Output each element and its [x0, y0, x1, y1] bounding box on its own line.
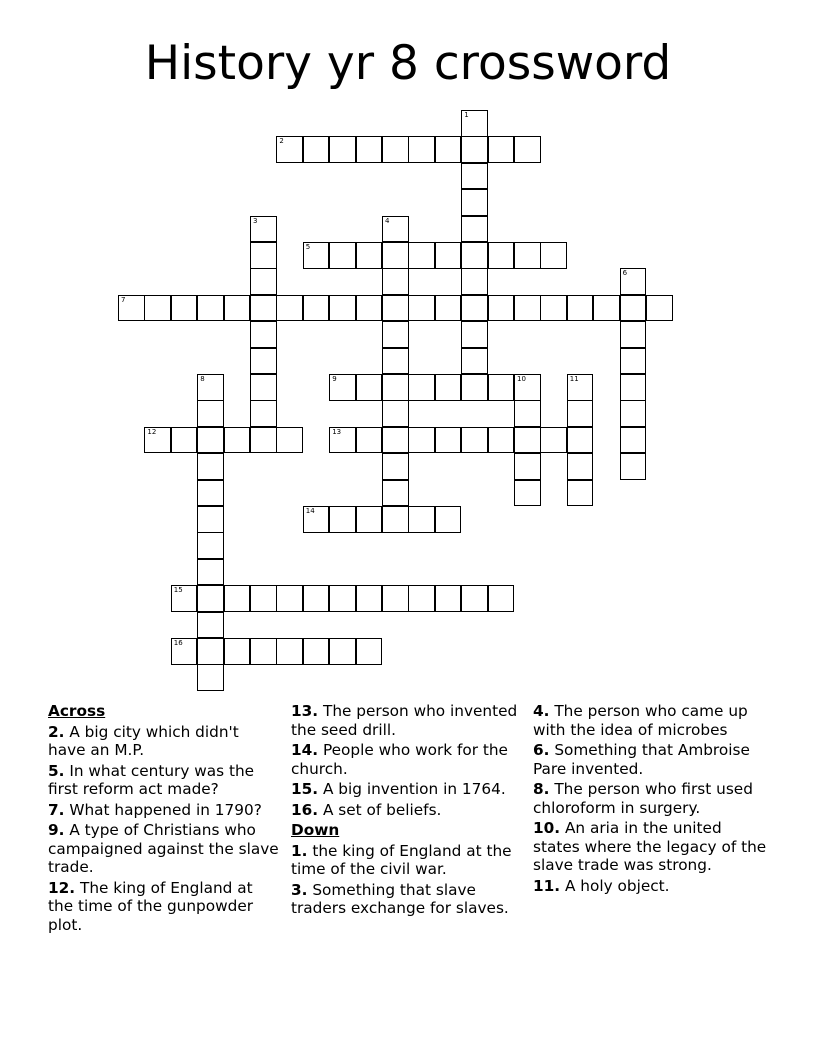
crossword-cell[interactable]	[224, 585, 251, 612]
clue-number: 14	[305, 507, 315, 515]
crossword-cell[interactable]	[303, 585, 330, 612]
crossword-cell[interactable]	[197, 295, 224, 322]
crossword-cell[interactable]	[250, 400, 277, 427]
crossword-cell[interactable]	[461, 585, 488, 612]
clue-number: 9	[332, 375, 337, 383]
clue-down-6: 6. Something that Ambroise Pare invented.	[533, 741, 750, 778]
crossword-cell[interactable]	[514, 374, 541, 401]
clue-down-1: 1. the king of England at the time of the civil war.	[291, 841, 512, 878]
crossword-cell[interactable]	[250, 427, 277, 454]
crossword-cell[interactable]	[171, 585, 198, 612]
crossword-cell[interactable]	[329, 374, 356, 401]
crossword-cell[interactable]	[303, 638, 330, 665]
crossword-cell[interactable]	[382, 400, 409, 427]
crossword-cell[interactable]	[567, 427, 594, 454]
clue-number: 1	[464, 111, 469, 119]
crossword-cell[interactable]	[382, 506, 409, 533]
crossword-cell[interactable]	[620, 348, 647, 375]
crossword-cell[interactable]	[382, 136, 409, 163]
clue-number: 13	[332, 427, 342, 436]
crossword-cell[interactable]	[488, 136, 515, 163]
crossword-cell[interactable]	[197, 559, 224, 586]
crossword-cell[interactable]	[620, 427, 647, 454]
crossword-cell[interactable]	[461, 348, 488, 375]
clue-number: 11	[569, 375, 579, 383]
crossword-cell[interactable]	[303, 295, 330, 322]
clue-number: 4	[385, 216, 390, 225]
crossword-cell[interactable]	[382, 321, 409, 348]
crossword-cell[interactable]	[408, 427, 435, 454]
clue-across-5: 5. In what century was the first reform act made?	[48, 761, 255, 798]
crossword-cell[interactable]	[276, 427, 303, 454]
crossword-cell[interactable]	[382, 268, 409, 295]
clue-number: 7	[121, 295, 126, 304]
down-heading: Down	[291, 821, 340, 839]
crossword-cell[interactable]	[382, 216, 409, 243]
crossword-cell[interactable]	[197, 480, 224, 507]
crossword-cell[interactable]	[540, 295, 567, 322]
crossword-cell[interactable]	[356, 242, 383, 269]
crossword-cell[interactable]	[356, 506, 383, 533]
crossword-cell[interactable]	[144, 295, 171, 322]
crossword-cell[interactable]	[276, 136, 303, 163]
crossword-cell[interactable]	[276, 638, 303, 665]
crossword-cell[interactable]	[461, 163, 488, 190]
crossword-cell[interactable]	[514, 453, 541, 480]
crossword-cell[interactable]	[514, 480, 541, 507]
crossword-cell[interactable]	[514, 136, 541, 163]
crossword-cell[interactable]	[224, 638, 251, 665]
crossword-cell[interactable]	[276, 295, 303, 322]
clue-across-13: 13. The person who invented the seed drill.	[291, 702, 518, 739]
crossword-cell[interactable]	[197, 427, 224, 454]
crossword-cell[interactable]	[435, 427, 462, 454]
crossword-cell[interactable]	[435, 374, 462, 401]
crossword-cell[interactable]	[197, 612, 224, 639]
crossword-cell[interactable]	[356, 427, 383, 454]
crossword-cell[interactable]	[303, 136, 330, 163]
crossword-cell[interactable]	[540, 242, 567, 269]
crossword-cell[interactable]	[329, 506, 356, 533]
crossword-cell[interactable]	[620, 374, 647, 401]
clue-number: 5	[305, 243, 311, 251]
crossword-cell[interactable]	[408, 506, 435, 533]
crossword-cell[interactable]	[514, 242, 541, 269]
clue-number: 6	[622, 269, 628, 278]
crossword-cell[interactable]	[356, 374, 383, 401]
crossword-cell[interactable]	[197, 585, 224, 612]
crossword-cell[interactable]	[250, 295, 277, 322]
crossword-cell[interactable]	[118, 295, 145, 322]
crossword-cell[interactable]	[250, 242, 277, 269]
crossword-cell[interactable]	[461, 321, 488, 348]
crossword-cell[interactable]	[540, 427, 567, 454]
crossword-cell[interactable]	[488, 295, 515, 322]
page-title: History yr 8 crossword	[144, 36, 672, 91]
clue-number: 16	[173, 639, 183, 647]
crossword-cell[interactable]	[329, 242, 356, 269]
crossword-cell[interactable]	[435, 136, 462, 163]
crossword-cell[interactable]	[197, 453, 224, 480]
crossword-cell[interactable]	[646, 295, 673, 322]
crossword-cell[interactable]	[461, 295, 488, 322]
clue-across-16: 16. A set of beliefs.	[291, 800, 442, 819]
crossword-cell[interactable]	[567, 295, 594, 322]
crossword-cell[interactable]	[382, 295, 409, 322]
crossword-cell[interactable]	[250, 348, 277, 375]
clue-number: 2	[279, 137, 284, 146]
crossword-cell[interactable]	[224, 427, 251, 454]
crossword-cell[interactable]	[567, 400, 594, 427]
crossword-cell[interactable]	[593, 295, 620, 322]
crossword-cell[interactable]	[197, 664, 224, 691]
crossword-cell[interactable]	[382, 374, 409, 401]
clue-number: 3	[253, 216, 258, 225]
crossword-cell[interactable]	[435, 585, 462, 612]
crossword-cell[interactable]	[197, 532, 224, 559]
crossword-cell[interactable]	[382, 585, 409, 612]
crossword-cell[interactable]	[144, 427, 171, 454]
clue-number: 12	[147, 427, 157, 436]
crossword-cell[interactable]	[382, 480, 409, 507]
crossword-cell[interactable]	[356, 136, 383, 163]
crossword-cell[interactable]	[435, 506, 462, 533]
crossword-cell[interactable]	[514, 400, 541, 427]
crossword-cell[interactable]	[171, 427, 198, 454]
crossword-cell[interactable]	[620, 453, 647, 480]
clue-across-14: 14. People who work for the church.	[291, 741, 508, 778]
crossword-cell[interactable]	[197, 400, 224, 427]
clue-number: 10	[517, 375, 526, 383]
crossword-cell[interactable]	[461, 427, 488, 454]
crossword-cell[interactable]	[382, 348, 409, 375]
clue-across-12: 12. The king of England at the time of the gunpowder plot.	[48, 878, 254, 934]
crossword-cell[interactable]	[620, 400, 647, 427]
clue-number: 8	[200, 375, 205, 383]
clue-across-2: 2. A big city which didn't have an M.P.	[48, 722, 239, 759]
crossword-cell[interactable]	[567, 480, 594, 507]
crossword-cell[interactable]	[250, 321, 277, 348]
crossword-cell[interactable]	[408, 242, 435, 269]
crossword-cell[interactable]	[461, 268, 488, 295]
crossword-cell[interactable]	[461, 136, 488, 163]
clue-across-9: 9. A type of Christians who campaigned against the slave trade.	[48, 821, 279, 876]
crossword-cell[interactable]	[356, 585, 383, 612]
crossword-cell[interactable]	[408, 295, 435, 322]
crossword-cell[interactable]	[488, 585, 515, 612]
across-heading: Across	[48, 702, 106, 720]
crossword-cell[interactable]	[620, 295, 647, 322]
clue-across-15: 15. A big invention in 1764.	[291, 780, 506, 798]
crossword-cell[interactable]	[329, 136, 356, 163]
crossword-cell[interactable]	[329, 638, 356, 665]
crossword-cell[interactable]	[197, 506, 224, 533]
crossword-cell[interactable]	[382, 427, 409, 454]
clues-column-1	[48, 702, 280, 936]
crossword-cell[interactable]	[435, 295, 462, 322]
crossword-cell[interactable]	[567, 453, 594, 480]
crossword-cell[interactable]	[488, 374, 515, 401]
crossword-cell[interactable]	[461, 216, 488, 243]
crossword-cell[interactable]	[329, 585, 356, 612]
crossword-cell[interactable]	[620, 268, 647, 295]
clue-down-8: 8. The person who first used chloroform in surgery.	[533, 780, 753, 817]
crossword-cell[interactable]	[250, 216, 277, 243]
crossword-cell[interactable]	[408, 585, 435, 612]
crossword-cell[interactable]	[250, 585, 277, 612]
crossword-cell[interactable]	[488, 242, 515, 269]
clue-down-4: 4. The person who came up with the idea of microbes	[533, 702, 748, 739]
crossword-cell[interactable]	[303, 242, 330, 269]
crossword-cell[interactable]	[250, 268, 277, 295]
crossword-cell[interactable]	[329, 427, 356, 454]
clue-down-11: 11. A holy object.	[533, 876, 670, 895]
crossword-cell[interactable]	[382, 453, 409, 480]
crossword-cell[interactable]	[197, 638, 224, 665]
crossword-cell[interactable]	[408, 374, 435, 401]
crossword-cell[interactable]	[382, 242, 409, 269]
clue-down-10: 10. An aria in the united states where the legacy of the slave trade was strong.	[533, 819, 767, 874]
crossword-cell[interactable]	[461, 242, 488, 269]
crossword-cell[interactable]	[408, 136, 435, 163]
crossword-cell[interactable]	[250, 638, 277, 665]
crossword-cell[interactable]	[171, 638, 198, 665]
crossword-cell[interactable]	[461, 374, 488, 401]
crossword-cell[interactable]	[276, 585, 303, 612]
crossword-cell[interactable]	[488, 427, 515, 454]
clue-number: 15	[173, 586, 183, 595]
crossword-cell[interactable]	[250, 374, 277, 401]
crossword-cell[interactable]	[171, 295, 198, 322]
crossword-cell[interactable]	[329, 295, 356, 322]
clue-down-3: 3. Something that slave traders exchange for slaves.	[291, 880, 509, 917]
clues-column-2	[291, 702, 523, 920]
crossword-cell[interactable]	[461, 189, 488, 216]
crossword-cell[interactable]	[303, 506, 330, 533]
crossword-cell[interactable]	[514, 295, 541, 322]
crossword-cell[interactable]	[224, 295, 251, 322]
crossword-cell[interactable]	[567, 374, 594, 401]
crossword-cell[interactable]	[197, 374, 224, 401]
crossword-cell[interactable]	[356, 638, 383, 665]
clue-across-7: 7. What happened in 1790?	[48, 800, 262, 819]
clues-column-3	[533, 702, 773, 897]
crossword-cell[interactable]	[620, 321, 647, 348]
crossword-cell[interactable]	[356, 295, 383, 322]
crossword-cell[interactable]	[435, 242, 462, 269]
crossword-cell[interactable]	[514, 427, 541, 454]
crossword-cell[interactable]	[461, 110, 488, 137]
